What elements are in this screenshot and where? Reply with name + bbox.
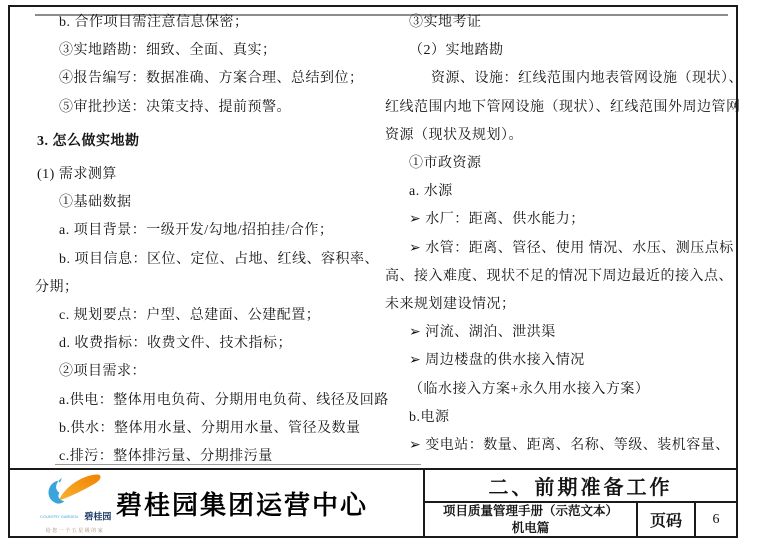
country-garden-logo [40,472,110,534]
logo-swoosh-icon [44,472,106,508]
logo-tagline: 给您一个五星级的家 [45,528,105,534]
manual-title [425,503,636,536]
text-line: ➢ 周边楼盘的供水接入情况 [409,353,585,369]
text-line: ①基础数据 [59,195,132,211]
text-line: 资源、设施：红线范围内地表管网设施（现状）、 [431,71,743,87]
org-title: 碧桂园集团运营中心 [116,489,369,520]
text-line: 红线范围内地下管网设施（现状）、红线范围外周边管网 [385,99,741,115]
text-line: d. 收费指标：收费文件、技术指标； [59,336,292,352]
text-line: ➢ 河流、湖泊、泄洪渠 [409,325,556,341]
text-line: b. 合作项目需注意信息保密； [59,15,249,30]
text-line: ➢ 水厂：距离、供水能力； [409,212,585,228]
text-line: ➢ 水管：距离、管径、使用 情况、水压、测压点标 [409,240,734,256]
logo-wordmark [40,509,110,525]
text-line: ④报告编写：数据准确、方案合理、总结到位； [59,71,364,87]
text-line: 3. 怎么做实地勘 [37,133,140,149]
text-line: (1) 需求测算 [37,167,117,183]
text-line: a.供电：整体用电负荷、分期用电负荷、线径及回路 [59,392,389,408]
text-line: c. 规划要点：户型、总建面、公建配置； [59,308,321,324]
right-text-column [385,9,743,460]
text-line: ③实地考证 [409,15,482,30]
text-line: ①市政资源 [409,156,482,172]
manual-title-line1: 项目质量管理手册（示范文本） [442,504,618,519]
text-line: b.供水：整体用水量、分期用水量、管径及数量 [59,420,361,436]
text-line: a. 水源 [409,184,453,200]
section-title: 二、前期准备工作 [425,470,736,503]
text-line: ③实地踏勘：细致、全面、真实； [59,43,277,59]
text-line: 未来规划建设情况； [385,297,516,313]
footer-info-bottom-row [425,503,736,536]
text-line: ➢ 变电站：数量、距离、名称、等级、装机容量、 [409,438,730,454]
text-line: c.排污：整体排污量、分期排污量 [59,449,273,465]
text-line: ②项目需求： [59,364,146,380]
left-column-underline [55,464,421,465]
left-text-column [35,9,389,471]
footer-table [8,468,738,538]
text-line: b. 项目信息：区位、定位、占地、红线、容积率、 [59,251,379,267]
footer-brand-cell [10,470,425,536]
text-line: 分期； [35,279,79,295]
text-line: b.电源 [409,409,450,425]
manual-title-line2: 机电篇 [511,520,550,535]
footer-info-cell [425,470,736,536]
text-line: ⑤审批抄送：决策支持、提前预警。 [59,99,291,115]
text-line: 高、接入难度、现状不足的情况下周边最近的接入点、 [385,268,733,284]
logo-brand-en: COUNTRY GARDEN [40,513,78,519]
logo-brand-cn: 碧桂园 [84,511,112,522]
text-line: （2）实地踏勘 [409,43,504,59]
text-line: a. 项目背景：一级开发/勾地/招拍挂/合作； [59,223,334,239]
text-line: （临水接入方案+永久用水接入方案） [409,381,650,397]
text-line: 资源（现状及规划）。 [385,127,523,143]
page-label: 页码 [636,503,694,536]
page-number: 6 [694,503,736,536]
